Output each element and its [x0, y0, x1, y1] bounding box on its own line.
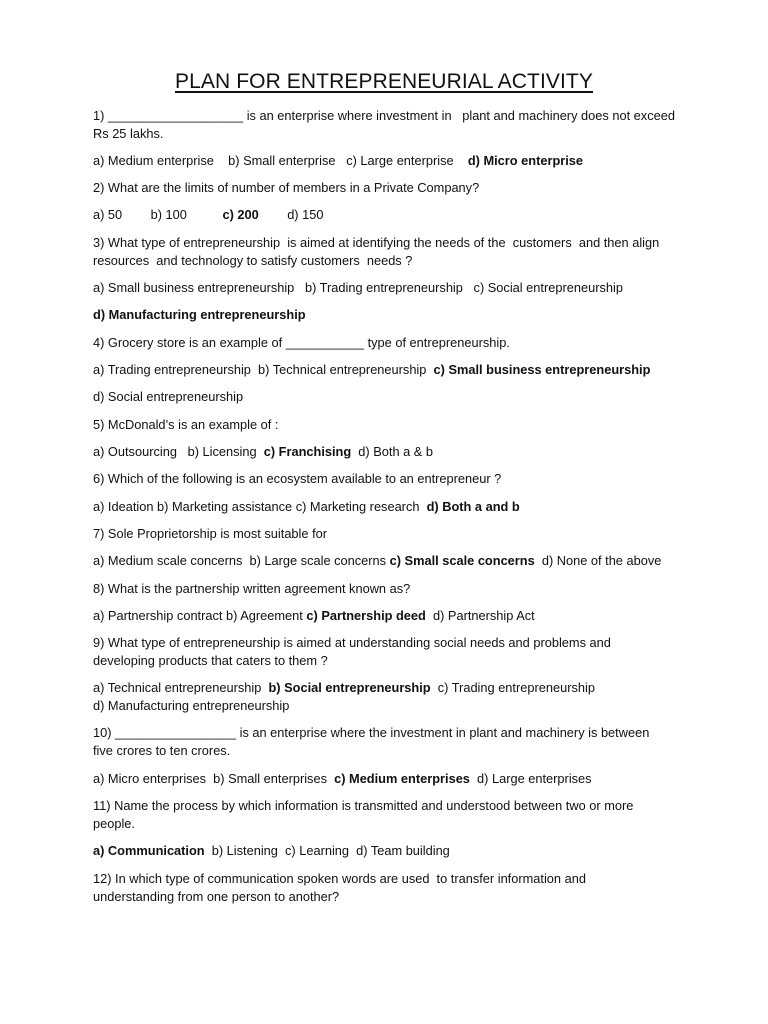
correct-answer: a) Communication	[93, 843, 205, 858]
correct-answer: d) Manufacturing entrepreneurship	[93, 307, 306, 322]
question-4-options: a) Trading entrepreneurship b) Technical entrepreneurship c) Small business entrepreneurship	[93, 362, 651, 377]
correct-answer: c) Small scale concerns	[389, 553, 535, 568]
question-12-text: 12) In which type of communication spoken words are used to transfer information and	[93, 871, 586, 886]
correct-answer: c) Franchising	[263, 444, 352, 459]
question-7-options: a) Medium scale concerns b) Large scale concerns c) Small scale concerns d) None of the above	[93, 553, 662, 568]
question-11-options: a) Communication b) Listening c) Learning d) Team building	[93, 843, 450, 858]
question-9-options: a) Technical entrepreneurship b) Social entrepreneurship c) Trading entrepreneurship	[93, 680, 595, 695]
question-6-options: a) Ideation b) Marketing assistance c) Marketing research d) Both a and b	[93, 499, 520, 514]
question-1-text: 1) ___________________ is an enterprise where investment in plant and machinery does not exceed	[93, 108, 675, 123]
question-2-options: a) 50 b) 100 c) 200 d) 150	[93, 207, 324, 222]
question-5-options: a) Outsourcing b) Licensing c) Franchising d) Both a & b	[93, 444, 433, 459]
question-10-options: a) Micro enterprises b) Small enterprises c) Medium enterprises d) Large enterprises	[93, 771, 592, 786]
question-3-text: 3) What type of entrepreneurship is aimed at identifying the needs of the customers and then align	[93, 235, 660, 250]
question-1-text-cont: Rs 25 lakhs.	[93, 126, 164, 141]
correct-answer: c) Partnership deed	[306, 608, 426, 623]
question-11-text: 11) Name the process by which information is transmitted and understood between two or more	[93, 798, 634, 813]
question-9-text-cont: developing products that caters to them ?	[93, 653, 328, 668]
correct-answer: c) 200	[222, 207, 259, 222]
question-5-text: 5) McDonald’s is an example of :	[93, 417, 279, 432]
question-9-options-cont: d) Manufacturing entrepreneurship	[93, 698, 290, 713]
question-6-text: 6) Which of the following is an ecosystem available to an entrepreneur ?	[93, 471, 502, 486]
question-9-text: 9) What type of entrepreneurship is aimed at understanding social needs and problems and	[93, 635, 611, 650]
question-1-options: a) Medium enterprise b) Small enterprise c) Large enterprise d) Micro enterprise	[93, 153, 584, 168]
question-10-text: 10) _________________ is an enterprise where the investment in plant and machinery is between	[93, 725, 650, 740]
question-11-text-cont: people.	[93, 816, 135, 831]
question-8-options: a) Partnership contract b) Agreement c) Partnership deed d) Partnership Act	[93, 608, 535, 623]
correct-answer: d) Both a and b	[426, 499, 520, 514]
correct-answer: b) Social entrepreneurship	[268, 680, 431, 695]
question-10-text-cont: five crores to ten crores.	[93, 743, 231, 758]
page-title: PLAN FOR ENTREPRENEURIAL ACTIVITY	[175, 70, 593, 93]
question-4-options-cont: d) Social entrepreneurship	[93, 389, 244, 404]
question-2-text: 2) What are the limits of number of members in a Private Company?	[93, 180, 480, 195]
question-3-options: a) Small business entrepreneurship b) Trading entrepreneurship c) Social entrepreneurship	[93, 280, 623, 295]
correct-answer: d) Micro enterprise	[467, 153, 584, 168]
correct-answer: c) Medium enterprises	[334, 771, 470, 786]
question-12-text-cont: understanding from one person to another?	[93, 889, 340, 904]
question-8-text: 8) What is the partnership written agreement known as?	[93, 581, 411, 596]
correct-answer: c) Small business entrepreneurship	[433, 362, 651, 377]
question-7-text: 7) Sole Proprietorship is most suitable for	[93, 526, 327, 541]
question-4-text: 4) Grocery store is an example of ___________ type of entrepreneurship.	[93, 335, 510, 350]
question-3-text-cont: resources and technology to satisfy customers needs ?	[93, 253, 413, 268]
